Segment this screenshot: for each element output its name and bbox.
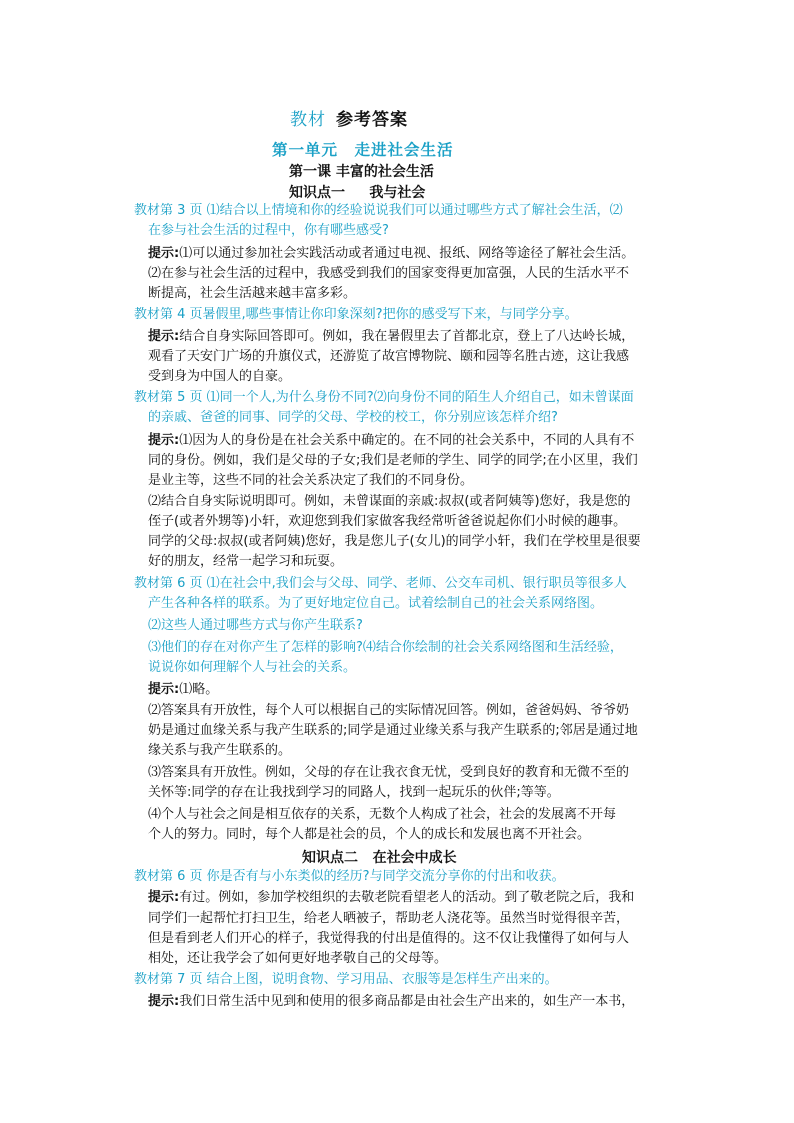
answer-line: 提示:我们日常生活中见到和使用的很多商品都是由社会生产出来的，如生产一本书， (148, 994, 635, 1009)
question-line: 产生各种各样的联系。为了更好地定位自己。试着绘制自己的社会关系网络图。 (148, 596, 604, 611)
hint-label: 提示: (148, 994, 180, 1009)
answer-line: ⑶答案具有开放性。例如，父母的存在让我衣食无忧，受到良好的教育和无微不至的 (148, 765, 630, 780)
answer-line: 观看了天安门广场的升旗仪式，还游览了故宫博物院、颐和园等名胜古迹，这让我感 (148, 349, 630, 364)
question-line: 教材第 4 页暑假里,哪些事情让你印象深刻?把你的感受写下来，与同学分享。 (134, 307, 578, 322)
knowledge-point-1-heading: 知识点一 我与社会 (289, 185, 426, 201)
question-line: 的亲戚、爸爸的同事、同学的父母、学校的校工，你分别应该怎样介绍? (148, 410, 558, 425)
question-line: 教材第 3 页 ⑴结合以上情境和你的经验说说我们可以通过哪些方式了解社会生活，⑵ (134, 203, 623, 218)
answer-line: 相处，还让我学会了如何更好地孝敬自己的父母等。 (148, 951, 448, 966)
answer-line: 同学的父母:叔叔(或者阿姨)您好，我是您儿子(女儿)的同学小轩，我们在学校里是很要 (148, 534, 641, 549)
question-line: 教材第 6 页 ⑴在社会中,我们会与父母、同学、老师、公交车司机、银行职员等很多人 (134, 576, 627, 591)
answer-line: 提示:有过。例如，参加学校组织的去敬老院看望老人的活动。到了敬老院之后，我和 (148, 890, 635, 905)
hint-label: 提示: (148, 329, 180, 344)
answer-line: 同的身份。例如，我们是父母的子女;我们是老师的学生、同学的同学;在小区里，我们 (148, 453, 638, 468)
answer-line: 断提高，社会生活越来越丰富多彩。 (148, 286, 357, 301)
answer-line: 奶是通过血缘关系与我产生联系的;同学是通过业缘关系与我产生联系的;邻居是通过地 (148, 723, 638, 738)
answer-line: 同学们一起帮忙打扫卫生，给老人晒被子，帮助老人浇花等。虽然当时觉得很辛苦， (148, 911, 630, 926)
answer-line: 提示:⑴略。 (148, 682, 219, 697)
answer-line: 但是看到老人们开心的样子，我觉得我的付出是值得的。这不仅让我懂得了如何与人 (148, 931, 630, 946)
answer-line: 个人的努力。同时，每个人都是社会的员，个人的成长和发展也离不开社会。 (148, 827, 591, 842)
answer-line: 受到身为中国人的自豪。 (148, 369, 292, 384)
title-prefix: 教材 (290, 110, 326, 130)
question-line: 教材第 5 页 ⑴同一个人,为什么身份不同?⑵向身份不同的陌生人介绍自己，如未曾谋面 (134, 390, 634, 405)
question-line: 说说你如何理解个人与社会的关系。 (148, 660, 357, 675)
answer-line: 关怀等:同学的存在让我找到学习的同路人，找到一起玩乐的伙伴;等等。 (148, 785, 560, 800)
title-main: 参考答案 (336, 110, 408, 130)
answer-line: ⑵结合自身实际说明即可。例如，未曾谋面的亲戚:叔叔(或者阿姨等)您好，我是您的 (148, 494, 631, 509)
unit-heading: 第一单元 走进社会生活 (272, 141, 454, 159)
document-title (290, 105, 408, 130)
answer-line: ⑵答案具有开放性，每个人可以根据自己的实际情况回答。例如，爸爸妈妈、爷爷奶 (148, 703, 630, 718)
question-line: ⑵这些人通过哪些方式与你产生联系? (148, 618, 363, 633)
answer-line: 好的朋友，经常一起学习和玩耍。 (148, 554, 344, 569)
answer-line: 是业主等，这些不同的社会关系决定了我们的不同身份。 (148, 473, 474, 488)
hint-label: 提示: (148, 890, 180, 905)
answer-line: 提示:⑴可以通过参加社会实践活动或者通过电视、报纸、网络等途径了解社会生活。 (148, 246, 635, 261)
answer-line: 提示:⑴因为人的身份是在社会关系中确定的。在不同的社会关系中，不同的人具有不 (148, 433, 635, 448)
hint-label: 提示: (148, 246, 180, 261)
question-line: ⑶他们的存在对你产生了怎样的影响?⑷结合你绘制的社会关系网络图和生活经验， (148, 640, 623, 655)
answer-line: 缘关系与我产生联系的。 (148, 743, 292, 758)
lesson-heading: 第一课 丰富的社会生活 (289, 164, 434, 180)
answer-line: ⑷个人与社会之间是相互依存的关系，无数个人构成了社会，社会的发展离不开每 (148, 807, 617, 822)
answer-line: 侄子(或者外甥等)小轩，欢迎您到我们家做客我经常听爸爸说起你们小时候的趣事。 (148, 514, 627, 529)
hint-label: 提示: (148, 433, 180, 448)
answer-line: ⑵在参与社会生活的过程中，我感受到我们的国家变得更加富强，人民的生活水平不 (148, 266, 630, 281)
question-line: 教材第 7 页 结合上图，说明食物、学习用品、衣服等是怎样生产出来的。 (134, 972, 558, 987)
hint-label: 提示: (148, 682, 180, 697)
answer-line: 提示:结合自身实际回答即可。例如，我在暑假里去了首都北京，登上了八达岭长城， (148, 329, 635, 344)
question-line: 教材第 6 页 你是否有与小东类似的经历?与同学交流分享你的付出和收获。 (134, 869, 565, 884)
question-line: 在参与社会生活的过程中，你有哪些感受? (148, 223, 389, 238)
knowledge-point-2-heading: 知识点二 在社会中成长 (302, 850, 457, 866)
